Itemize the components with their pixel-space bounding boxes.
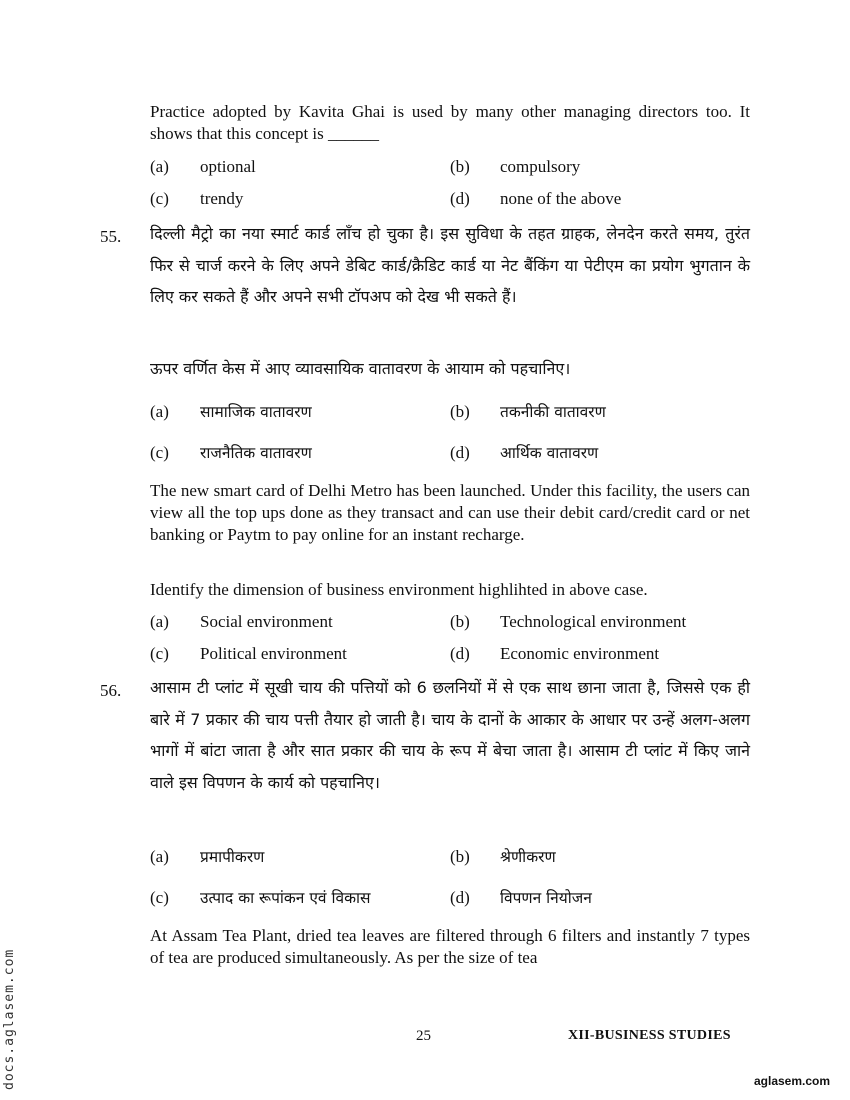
- option-label: (c): [150, 888, 169, 907]
- q56-hindi-case: आसाम टी प्लांट में सूखी चाय की पत्तियों को 6 छलनियों में से एक साथ छाना जाता है, जिससे एक ही बारे में 7 प्रकार की चाय पत्ती तैयार हो जाती है। चाय के दानों के आकार के आधार पर उन्हें अलग-अलग भागों में बांटा जाता है और सात प्रकार की चाय के रूप में बेचा जाता है। आसाम टी प्लांट में किए जाने वाले इस विपणन के कार्य को पहचानिए।: [150, 678, 750, 792]
- option-text: Political environment: [200, 644, 347, 663]
- q54-stem: Practice adopted by Kavita Ghai is used by many other managing directors too. It shows that this concept is ______: [150, 102, 750, 143]
- side-watermark: docs.aglasem.com: [2, 948, 17, 1090]
- option-text: compulsory: [500, 157, 581, 176]
- q55-number: 55.: [100, 227, 122, 246]
- option-label: (b): [450, 847, 470, 866]
- option-label: (b): [450, 612, 470, 631]
- q55-hindi-case: दिल्ली मैट्रो का नया स्मार्ट कार्ड लाँच हो चुका है। इस सुविधा के तहत ग्राहक, लेनदेन करते समय, तुरंत फिर से चार्ज करने के लिए अपने डेबिट कार्ड/क्रैडिट कार्ड या नेट बैंकिंग या पेटीएम का प्रयोग भुगतान के लिए कर सकते हैं और अपने सभी टॉपअप को देख भी सकते हैं।: [150, 224, 750, 306]
- option-text: trendy: [200, 189, 244, 208]
- option-label: (a): [150, 612, 169, 631]
- option-text: आर्थिक वातावरण: [500, 444, 599, 462]
- option-label: (b): [450, 402, 470, 421]
- option-text: सामाजिक वातावरण: [200, 403, 312, 421]
- bottom-watermark: aglasem.com: [754, 1074, 831, 1088]
- option-label: (a): [150, 402, 169, 421]
- option-label: (c): [150, 644, 169, 663]
- option-label: (d): [450, 644, 470, 663]
- q55-english-question: Identify the dimension of business environment highlihted in above case.: [150, 580, 648, 599]
- option-text: Economic environment: [500, 644, 660, 663]
- option-text: optional: [200, 157, 256, 176]
- option-text: Social environment: [200, 612, 333, 631]
- option-text: राजनैतिक वातावरण: [200, 444, 312, 462]
- option-label: (a): [150, 157, 169, 176]
- option-label: (c): [150, 189, 169, 208]
- q56-english-case: At Assam Tea Plant, dried tea leaves are filtered through 6 filters and instantly 7 types of tea are produced simultaneously. As per the size of tea: [150, 926, 750, 967]
- subject-title: XII-BUSINESS STUDIES: [568, 1028, 731, 1043]
- option-label: (c): [150, 443, 169, 462]
- option-label: (a): [150, 847, 169, 866]
- q56-number: 56.: [100, 681, 122, 700]
- option-text: श्रेणीकरण: [500, 848, 556, 866]
- option-text: none of the above: [500, 189, 622, 208]
- option-text: विपणन नियोजन: [500, 889, 592, 907]
- option-text: उत्पाद का रूपांकन एवं विकास: [200, 889, 371, 907]
- option-label: (d): [450, 189, 470, 208]
- page-number: 25: [416, 1028, 431, 1044]
- q55-english-case: The new smart card of Delhi Metro has been launched. Under this facility, the users can view all the top ups done as they transact and can use their debit card/credit card or net banking or Paytm to pay online for an instant recharge.: [150, 481, 750, 544]
- option-label: (d): [450, 443, 470, 462]
- option-label: (d): [450, 888, 470, 907]
- option-text: तकनीकी वातावरण: [500, 403, 606, 421]
- option-text: प्रमापीकरण: [200, 848, 265, 866]
- option-label: (b): [450, 157, 470, 176]
- q55-hindi-question: ऊपर वर्णित केस में आए व्यावसायिक वातावरण के आयाम को पहचानिए।: [150, 359, 571, 378]
- option-text: Technological environment: [500, 612, 687, 631]
